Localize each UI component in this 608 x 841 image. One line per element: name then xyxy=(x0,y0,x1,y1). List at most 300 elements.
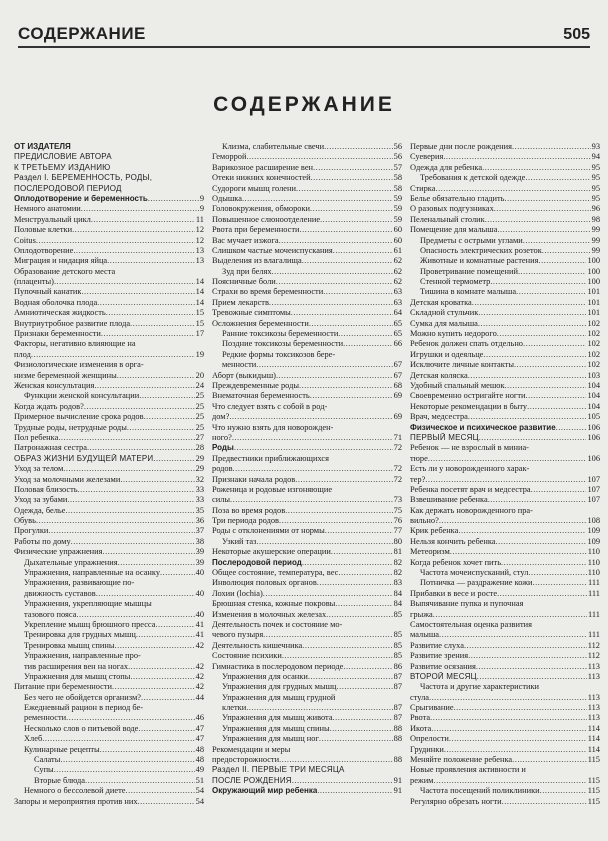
dot-leader xyxy=(84,402,195,412)
dot-leader xyxy=(94,381,194,391)
toc-entry-title: Уход за зубами xyxy=(14,495,68,505)
dot-leader xyxy=(269,298,393,308)
toc-entry xyxy=(14,516,204,526)
toc-entry xyxy=(14,693,204,703)
toc-entry-title: Ребенка посетят врач и медсестра xyxy=(410,484,531,494)
toc-entry xyxy=(14,339,204,349)
toc-entry xyxy=(14,443,204,453)
toc-entry-title: Тренировка мышц спины xyxy=(24,640,115,650)
dot-leader xyxy=(232,433,393,443)
toc-entry-title: Упражнения, направленные про- xyxy=(24,651,141,661)
toc-entry-title: Как держать новорожденного пра- xyxy=(410,505,533,515)
toc-entry-page: 48 xyxy=(195,744,204,754)
toc-entry xyxy=(410,662,600,672)
toc-entry xyxy=(212,475,402,485)
dot-leader xyxy=(482,163,591,173)
toc-entry-title: Хлеб xyxy=(24,734,43,744)
toc-entry-title: Упражнения для мышц спины xyxy=(222,723,330,733)
dot-leader xyxy=(324,142,393,152)
toc-entry-page: 42 xyxy=(195,682,204,692)
toc-entry-title: Крик ребенка xyxy=(410,526,459,536)
dot-leader xyxy=(450,547,587,557)
dot-leader xyxy=(78,485,195,495)
toc-entry xyxy=(212,402,402,412)
dot-leader xyxy=(542,246,591,256)
toc-entry-title: Раздел II. ПЕРВЫЕ ТРИ МЕСЯЦА xyxy=(212,765,345,775)
toc-entry xyxy=(14,371,204,381)
toc-entry xyxy=(410,516,600,526)
toc-entry-page: 76 xyxy=(393,516,402,526)
toc-entry-page: 72 xyxy=(393,443,402,453)
toc-entry-page: 102 xyxy=(587,318,600,328)
toc-entry-title: Пупочный канатик xyxy=(14,287,82,297)
toc-entry-title: Редкие формы токсикозов бере- xyxy=(222,349,336,359)
toc-entry xyxy=(410,308,600,318)
dot-leader xyxy=(310,391,393,401)
toc-entry-title: Головокружения, обмороки xyxy=(212,204,311,214)
toc-entry xyxy=(410,371,600,381)
dot-leader xyxy=(333,246,393,256)
toc-entry-title: Требования к детской одежде xyxy=(420,173,526,183)
toc-entry-title: Прибавки в весе и росте xyxy=(410,588,498,598)
toc-entry-title: Икота xyxy=(410,723,432,733)
toc-entry-page: 35 xyxy=(195,505,204,515)
toc-entry xyxy=(410,734,600,744)
toc-entry xyxy=(212,194,402,204)
toc-entry-page: 115 xyxy=(587,796,600,806)
toc-entry-page: 48 xyxy=(195,755,204,765)
toc-column-3 xyxy=(410,142,600,807)
dot-leader xyxy=(433,610,587,620)
dot-leader xyxy=(144,412,195,422)
toc-entry-page: 58 xyxy=(393,173,402,183)
toc-entry-page: 33 xyxy=(195,484,204,494)
dot-leader xyxy=(36,516,195,526)
toc-entry xyxy=(14,495,204,505)
toc-entry xyxy=(410,797,600,807)
toc-columns xyxy=(14,142,598,807)
toc-entry-page: 9 xyxy=(199,204,204,214)
toc-entry xyxy=(212,454,402,464)
toc-entry xyxy=(410,423,600,433)
dot-leader xyxy=(538,256,586,266)
toc-entry xyxy=(410,381,600,391)
toc-entry-page: 73 xyxy=(393,495,402,505)
toc-entry-title: Поза во время родов xyxy=(212,505,286,515)
toc-entry xyxy=(410,277,600,287)
toc-entry xyxy=(212,610,402,620)
toc-entry-page: 99 xyxy=(591,235,600,245)
toc-entry-page: 86 xyxy=(393,661,402,671)
dot-leader xyxy=(282,651,393,661)
toc-entry-title: тив расширения вен на ногах xyxy=(24,661,129,671)
toc-entry-page: 112 xyxy=(587,640,600,650)
toc-entry-title: Слишком частые мочеиспускания xyxy=(212,245,333,255)
dot-leader xyxy=(478,319,587,329)
toc-entry xyxy=(212,558,402,568)
toc-entry-title: Амниотическая жидкость xyxy=(14,308,106,318)
toc-entry-page: 111 xyxy=(588,578,600,588)
toc-entry-page: 87 xyxy=(393,671,402,681)
toc-entry-title: Преждевременные роды xyxy=(212,380,300,390)
toc-entry-title: Состояние психики xyxy=(212,651,282,661)
toc-entry-title: Окружающий мир ребенка xyxy=(212,786,318,796)
toc-entry-page: 101 xyxy=(587,287,600,297)
toc-entry xyxy=(212,734,402,744)
dot-leader xyxy=(528,568,586,578)
toc-entry xyxy=(410,547,600,557)
dot-leader xyxy=(36,236,195,246)
toc-entry xyxy=(212,371,402,381)
toc-entry-page: 103 xyxy=(587,370,600,380)
dot-leader xyxy=(299,381,393,391)
toc-entry xyxy=(14,350,204,360)
toc-entry-title: Миграция и нидация яйца xyxy=(14,256,108,266)
dot-leader xyxy=(102,547,194,557)
toc-entry-page: 14 xyxy=(195,287,204,297)
toc-entry xyxy=(212,152,402,162)
toc-entry xyxy=(14,246,204,256)
dot-leader xyxy=(246,703,392,713)
toc-entry xyxy=(410,765,600,775)
dot-leader xyxy=(444,745,587,755)
toc-entry-title: Геморрой xyxy=(212,152,247,162)
toc-entry xyxy=(212,662,402,672)
toc-entry xyxy=(212,485,402,495)
toc-entry-page: 40 xyxy=(195,588,204,598)
toc-entry-title: движность суставов xyxy=(24,588,96,598)
toc-entry xyxy=(14,724,204,734)
toc-entry-page: 14 xyxy=(195,297,204,307)
dot-leader xyxy=(485,215,591,225)
toc-entry-page: 115 xyxy=(587,755,600,765)
toc-entry-page: 84 xyxy=(393,599,402,609)
toc-entry-title: Частота и другие характеристики xyxy=(420,682,540,692)
toc-entry xyxy=(212,703,402,713)
toc-entry-page: 102 xyxy=(587,360,600,370)
toc-entry-title: Ранние токсикозы беременности xyxy=(222,329,339,339)
toc-entry-title: Первые дни после рождения xyxy=(410,142,512,151)
toc-entry-title: Метеоризм xyxy=(410,547,450,557)
toc-entry-page: 64 xyxy=(393,308,402,318)
toc-entry xyxy=(14,506,204,516)
toc-entry xyxy=(410,558,600,568)
dot-leader xyxy=(242,194,393,204)
toc-entry-title: Немного анатомии xyxy=(14,204,81,214)
toc-entry-page: 41 xyxy=(195,619,204,629)
toc-entry-title: Супы xyxy=(34,765,54,775)
toc-entry-title: Три периода родов xyxy=(212,516,279,526)
toc-entry-page: 54 xyxy=(195,796,204,806)
toc-entry xyxy=(212,464,402,474)
toc-entry xyxy=(410,672,600,682)
toc-entry xyxy=(14,391,204,401)
toc-entry xyxy=(212,215,402,225)
toc-entry-title: низме беременной женщины xyxy=(14,370,117,380)
toc-column-1 xyxy=(14,142,204,807)
toc-entry-page: 54 xyxy=(195,786,204,796)
dot-leader xyxy=(73,246,194,256)
dot-leader xyxy=(496,537,587,547)
toc-entry-page: 63 xyxy=(393,297,402,307)
toc-entry xyxy=(410,360,600,370)
toc-entry-page: 25 xyxy=(195,401,204,411)
running-header xyxy=(18,20,590,48)
toc-entry-page: 62 xyxy=(393,277,402,287)
toc-entry-title: Выделения из влагалища xyxy=(212,256,302,266)
toc-entry-title: Предметы с острыми углами xyxy=(420,235,523,245)
toc-entry xyxy=(410,152,600,162)
toc-entry xyxy=(410,267,600,277)
dot-leader xyxy=(430,713,587,723)
dot-leader xyxy=(326,610,392,620)
toc-entry-page: 27 xyxy=(195,432,204,442)
dot-leader xyxy=(490,277,586,287)
dot-leader xyxy=(443,152,590,162)
toc-entry-page: 28 xyxy=(195,443,204,453)
toc-entry xyxy=(410,443,600,453)
toc-entry-title: Детская кроватка xyxy=(410,297,472,307)
toc-entry-title: Патронажная сестра xyxy=(14,443,87,453)
toc-entry-title: Зуд при белях xyxy=(222,266,272,276)
dot-leader xyxy=(468,412,587,422)
dot-leader xyxy=(335,599,392,609)
toc-entry xyxy=(410,236,600,246)
toc-entry xyxy=(14,682,204,692)
toc-entry xyxy=(410,163,600,173)
toc-entry-page: 61 xyxy=(393,245,402,255)
toc-entry-title: Страхи во время беременности xyxy=(212,287,324,297)
toc-entry-page: 29 xyxy=(195,453,204,463)
toc-entry-page: 67 xyxy=(393,370,402,380)
dot-leader xyxy=(310,204,393,214)
toc-entry-title: Факторы, негативно влияющие на xyxy=(14,339,136,349)
dot-leader xyxy=(505,381,587,391)
dot-leader xyxy=(120,475,194,485)
toc-entry xyxy=(212,599,402,609)
toc-entry-page: 95 xyxy=(591,193,600,203)
toc-entry xyxy=(14,287,204,297)
toc-entry xyxy=(212,776,402,786)
toc-entry xyxy=(212,267,402,277)
toc-entry-title: Внутриутробное развитие плода xyxy=(14,318,131,328)
toc-entry-title: Оплодотворение xyxy=(14,245,74,255)
toc-entry xyxy=(212,630,402,640)
toc-entry-title: К ТРЕТЬЕМУ ИЗДАНИЮ xyxy=(14,162,111,172)
toc-entry-title: ОБРАЗ ЖИЗНИ БУДУЩЕЙ МАТЕРИ xyxy=(14,453,154,463)
toc-entry xyxy=(212,142,402,152)
toc-entry-title: Оплодотворение и беременность xyxy=(14,193,148,203)
dot-leader xyxy=(505,194,591,204)
toc-entry-title: Нельзя кончить ребенка xyxy=(410,536,496,546)
dot-leader xyxy=(130,319,195,329)
toc-entry xyxy=(212,537,402,547)
toc-entry-page: 95 xyxy=(591,162,600,172)
toc-entry-title: Упражнения для мышц ног xyxy=(222,734,319,744)
dot-leader xyxy=(229,412,392,422)
toc-entry-title: тюре xyxy=(410,453,428,463)
toc-entry-title: Роды xyxy=(212,443,234,453)
toc-entry-page: 40 xyxy=(195,609,204,619)
toc-entry-title: Тренировка для грудных мышц xyxy=(24,630,136,640)
toc-entry xyxy=(212,682,402,692)
toc-entry xyxy=(14,329,204,339)
toc-entry-title: Половые клетки xyxy=(14,225,73,235)
toc-entry-page: 41 xyxy=(195,630,204,640)
dot-leader xyxy=(302,641,392,651)
toc-entry-title: Послеродовой период xyxy=(212,557,302,567)
toc-entry-title: Пеленальный столик xyxy=(410,214,485,224)
toc-entry-title: Стенной термометр xyxy=(420,277,491,287)
toc-entry xyxy=(14,776,204,786)
toc-entry xyxy=(410,329,600,339)
toc-entry xyxy=(212,173,402,183)
toc-entry-page: 66 xyxy=(393,339,402,349)
toc-entry xyxy=(212,506,402,516)
toc-entry-title: Одежда для ребенка xyxy=(410,162,483,172)
toc-entry-page: 96 xyxy=(591,204,600,214)
toc-entry xyxy=(14,267,204,277)
dot-leader xyxy=(138,797,195,807)
toc-entry-page: 113 xyxy=(587,692,600,702)
dot-leader xyxy=(333,713,393,723)
dot-leader xyxy=(523,236,591,246)
toc-entry xyxy=(14,412,204,422)
dot-leader xyxy=(540,786,587,796)
dot-leader xyxy=(130,672,194,682)
dot-leader xyxy=(532,578,587,588)
toc-entry-page: 13 xyxy=(195,256,204,266)
toc-entry-page: 85 xyxy=(393,609,402,619)
toc-entry-page: 62 xyxy=(393,256,402,266)
toc-entry-title: Когда ждать родов? xyxy=(14,401,84,411)
toc-entry-page: 111 xyxy=(588,609,600,619)
toc-entry xyxy=(14,547,204,557)
dot-leader xyxy=(514,360,586,370)
dot-leader xyxy=(71,537,195,547)
toc-entry-page: 87 xyxy=(393,713,402,723)
dot-leader xyxy=(256,360,392,370)
toc-entry xyxy=(212,412,402,422)
dot-leader xyxy=(230,495,393,505)
dot-leader xyxy=(279,236,393,246)
toc-entry-title: ременности xyxy=(24,713,67,723)
dot-leader xyxy=(527,402,586,412)
toc-entry-title: Исключите личные контакты xyxy=(410,360,514,370)
toc-entry-page: 104 xyxy=(587,401,600,411)
dot-leader xyxy=(81,287,194,297)
toc-entry xyxy=(212,724,402,734)
dot-leader xyxy=(128,662,195,672)
toc-entry xyxy=(212,256,402,266)
toc-entry-title: Частота мочеиспусканий, стул xyxy=(420,568,529,578)
toc-entry xyxy=(212,672,402,682)
toc-entry-title: Варикозное расширение вен xyxy=(212,162,314,172)
toc-entry-title: Водная оболочка плода xyxy=(14,297,98,307)
toc-entry xyxy=(14,163,204,173)
toc-entry xyxy=(212,589,402,599)
toc-entry-page: 94 xyxy=(591,152,600,162)
toc-entry xyxy=(14,236,204,246)
toc-entry xyxy=(410,755,600,765)
toc-entry xyxy=(212,204,402,214)
toc-entry-title: Роды с отклонениями от нормы xyxy=(212,526,325,536)
toc-entry-page: 75 xyxy=(393,505,402,515)
toc-entry-title: Физиологические изменения в орга- xyxy=(14,360,144,370)
toc-entry xyxy=(410,578,600,588)
toc-entry-title: Раздел I. БЕРЕМЕННОСТЬ, РОДЫ, xyxy=(14,173,153,183)
dot-leader xyxy=(497,329,587,339)
toc-entry xyxy=(410,194,600,204)
toc-entry-page: 102 xyxy=(587,329,600,339)
dot-leader xyxy=(464,641,587,651)
toc-entry-page: 46 xyxy=(195,713,204,723)
toc-entry-title: тер? xyxy=(410,474,426,484)
dot-leader xyxy=(126,786,195,796)
dot-leader xyxy=(136,630,195,640)
toc-entry-title: Игрушки и одеяльце xyxy=(410,349,484,359)
dot-leader xyxy=(106,308,195,318)
toc-entry-page: 88 xyxy=(393,734,402,744)
toc-entry-title: Одышка xyxy=(212,193,242,203)
toc-entry-title: Проветривание помещений xyxy=(420,266,518,276)
toc-entry-title: Coitus xyxy=(14,235,36,245)
toc-entry-title: Общее состояние, температура, вес xyxy=(212,568,339,578)
toc-entry xyxy=(410,464,600,474)
toc-entry xyxy=(212,516,402,526)
toc-entry-title: Упражнения, укрепляющие мышцы xyxy=(24,599,152,609)
dot-leader xyxy=(428,454,587,464)
toc-entry-page: 113 xyxy=(587,703,600,713)
toc-entry-title: Развитие слуха xyxy=(410,640,464,650)
dot-leader xyxy=(117,371,195,381)
toc-entry-title: вильно? xyxy=(410,516,439,526)
toc-entry-title: стула xyxy=(410,692,429,702)
toc-entry-title: Инволюция половых органов xyxy=(212,578,317,588)
toc-entry-page: 81 xyxy=(393,547,402,557)
toc-entry xyxy=(410,319,600,329)
toc-entry-title: Упражнения для грудных мышц xyxy=(222,682,337,692)
toc-entry xyxy=(14,256,204,266)
dot-leader xyxy=(478,308,586,318)
toc-entry-title: Своевременно остригайте ногти xyxy=(410,391,526,401)
toc-entry-title: Что нужно взять для новорожден- xyxy=(212,422,334,432)
toc-entry-page: 114 xyxy=(587,744,600,754)
toc-entry xyxy=(410,724,600,734)
toc-entry xyxy=(410,651,600,661)
toc-entry xyxy=(410,745,600,755)
toc-entry-title: Вторые блюда xyxy=(34,775,85,785)
dot-leader xyxy=(343,339,393,349)
toc-entry xyxy=(14,485,204,495)
toc-entry-title: Аборт (выкидыш) xyxy=(212,370,276,380)
dot-leader xyxy=(512,142,591,152)
toc-entry-page: 107 xyxy=(587,474,600,484)
toc-entry-title: (плаценты) xyxy=(14,277,54,287)
dot-leader xyxy=(296,184,393,194)
toc-entry xyxy=(410,173,600,183)
toc-entry xyxy=(14,589,204,599)
dot-leader xyxy=(276,371,393,381)
dot-leader xyxy=(58,433,194,443)
toc-entry-page: 112 xyxy=(587,651,600,661)
toc-entry-title: Внематочная беременность xyxy=(212,391,310,401)
toc-entry xyxy=(410,703,600,713)
toc-entry-title: Осложнения беременности xyxy=(212,318,309,328)
toc-entry xyxy=(212,308,402,318)
dot-leader xyxy=(85,776,195,786)
toc-entry xyxy=(410,506,600,516)
